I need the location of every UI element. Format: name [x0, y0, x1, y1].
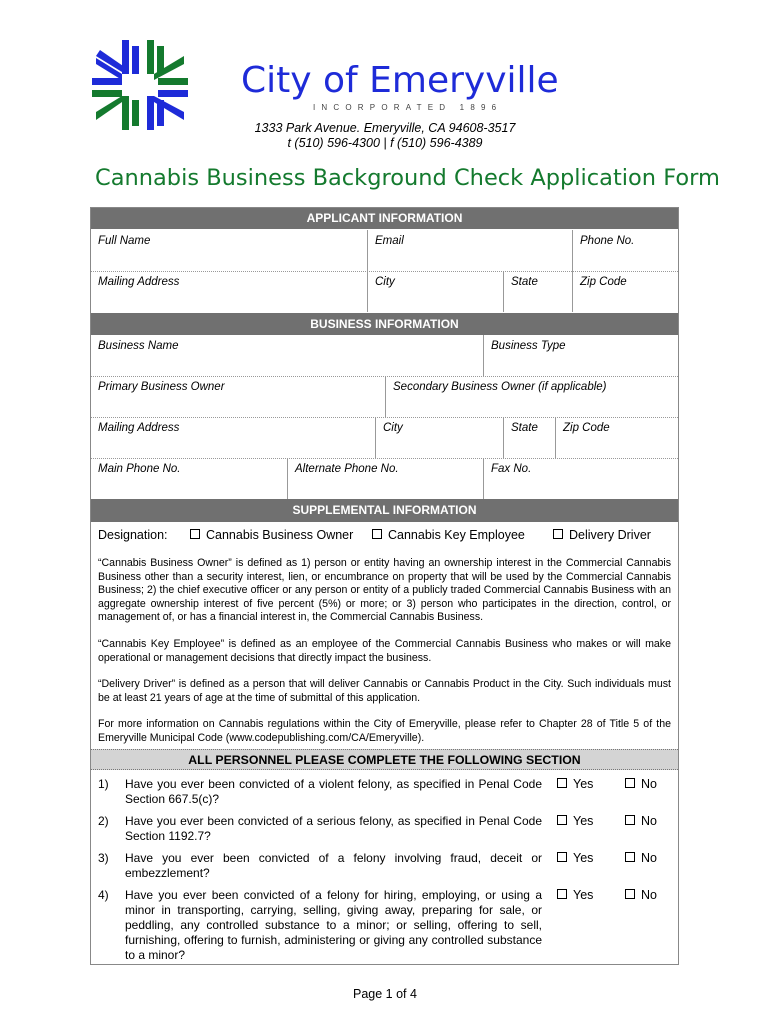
- checkbox-icon[interactable]: [625, 889, 635, 899]
- business-type-field[interactable]: Business Type: [491, 340, 566, 352]
- question-number: 2): [98, 814, 109, 828]
- option-business-owner[interactable]: Cannabis Business Owner: [190, 528, 353, 542]
- phone-line: t (510) 596-4300 | f (510) 596-4389: [287, 136, 483, 150]
- business-zip-field[interactable]: Zip Code: [563, 422, 610, 434]
- business-city-field[interactable]: City: [383, 422, 403, 434]
- business-state-field[interactable]: State: [511, 422, 538, 434]
- question-1-no[interactable]: No: [625, 777, 657, 791]
- page-number: Page 1 of 4: [353, 987, 417, 1001]
- personnel-section-heading: ALL PERSONNEL PLEASE COMPLETE THE FOLLOWING SECTION: [91, 749, 678, 770]
- address-line: 1333 Park Avenue. Emeryville, CA 94608-3517: [254, 121, 516, 135]
- checkbox-icon[interactable]: [372, 529, 382, 539]
- secondary-owner-field[interactable]: Secondary Business Owner (if applicable): [393, 381, 607, 393]
- fax-field[interactable]: Fax No.: [491, 463, 532, 475]
- question-text: Have you ever been convicted of a felony for hiring, employing, or using a minor in transporting, carrying, selling, giving away, preparing for sale, or peddling, any controlled substance to a minor; or selling, offering to sell, furnishing, offering to furnish, administering or giving any controlled substance to a minor?: [125, 888, 542, 962]
- regulations-info: For more information on Cannabis regulations within the City of Emeryville, please refer to Chapter 28 of Title 5 of the Emeryville Municipal Code (www.codepublishing.com/CA/Emeryville).: [98, 718, 671, 744]
- question-text: Have you ever been convicted of a serious felony, as specified in Penal Code Section 1192.7?: [125, 814, 542, 843]
- designation-label: Designation:: [98, 528, 168, 542]
- checkbox-icon[interactable]: [625, 852, 635, 862]
- form-title: Cannabis Business Background Check Application Form: [95, 165, 720, 191]
- city-logo: [92, 40, 188, 130]
- business-owner-definition: “Cannabis Business Owner” is defined as 1) person or entity having an ownership interest in the Commercial Cannabis Business other than a security interest, lien, or encumbrance on property that will be used by the Commercial Cannabis Business; 2) the chief executive officer or any person or entity of a publicly traded Commercial Cannabis Business with an aggregate ownership interest of five percent (5%) or more; or 3) person who participates in the direction, control, or management of, or has a financial interest in, the Commercial Cannabis Business.: [98, 557, 671, 623]
- option-delivery-driver[interactable]: Delivery Driver: [553, 528, 651, 542]
- question-1-yes[interactable]: Yes: [557, 777, 593, 791]
- question-4-yes[interactable]: Yes: [557, 888, 593, 902]
- checkbox-icon[interactable]: [557, 852, 567, 862]
- checkbox-icon[interactable]: [190, 529, 200, 539]
- primary-owner-field[interactable]: Primary Business Owner: [98, 381, 225, 393]
- applicant-city-field[interactable]: City: [375, 276, 395, 288]
- question-number: 4): [98, 888, 109, 902]
- question-2-yes[interactable]: Yes: [557, 814, 593, 828]
- applicant-section-heading: APPLICANT INFORMATION: [91, 208, 678, 229]
- option-key-employee[interactable]: Cannabis Key Employee: [372, 528, 525, 542]
- checkbox-icon[interactable]: [557, 889, 567, 899]
- checkbox-icon[interactable]: [625, 778, 635, 788]
- city-name: City of Emeryville: [241, 60, 559, 101]
- incorporated-line: INCORPORATED 1896: [313, 103, 503, 112]
- question-3-yes[interactable]: Yes: [557, 851, 593, 865]
- applicant-zip-field[interactable]: Zip Code: [580, 276, 627, 288]
- full-name-field[interactable]: Full Name: [98, 235, 151, 247]
- question-3-no[interactable]: No: [625, 851, 657, 865]
- alternate-phone-field[interactable]: Alternate Phone No.: [295, 463, 399, 475]
- checkbox-icon[interactable]: [557, 778, 567, 788]
- checkbox-icon[interactable]: [553, 529, 563, 539]
- applicant-mailing-address-field[interactable]: Mailing Address: [98, 276, 180, 288]
- business-section-heading: BUSINESS INFORMATION: [91, 313, 678, 335]
- supplemental-section-heading: SUPPLEMENTAL INFORMATION: [91, 499, 678, 522]
- business-name-field[interactable]: Business Name: [98, 340, 179, 352]
- phone-field[interactable]: Phone No.: [580, 235, 635, 247]
- question-number: 3): [98, 851, 109, 865]
- question-2-no[interactable]: No: [625, 814, 657, 828]
- business-mailing-address-field[interactable]: Mailing Address: [98, 422, 180, 434]
- checkbox-icon[interactable]: [557, 815, 567, 825]
- checkbox-icon[interactable]: [625, 815, 635, 825]
- question-text: Have you ever been convicted of a violent felony, as specified in Penal Code Section 667.5(c)?: [125, 777, 542, 806]
- question-text: Have you ever been convicted of a felony involving fraud, deceit or embezzlement?: [125, 851, 542, 880]
- email-field[interactable]: Email: [375, 235, 404, 247]
- main-phone-field[interactable]: Main Phone No.: [98, 463, 181, 475]
- delivery-driver-definition: “Delivery Driver” is defined as a person that will deliver Cannabis or Cannabis Product in the City. Such individuals must be at least 21 years of age at the time of submittal of this application.: [98, 678, 671, 704]
- question-number: 1): [98, 777, 109, 791]
- applicant-state-field[interactable]: State: [511, 276, 538, 288]
- key-employee-definition: “Cannabis Key Employee” is defined as an employee of the Commercial Cannabis Business who makes or will make operational or management decisions that directly impact the business.: [98, 638, 671, 664]
- question-4-no[interactable]: No: [625, 888, 657, 902]
